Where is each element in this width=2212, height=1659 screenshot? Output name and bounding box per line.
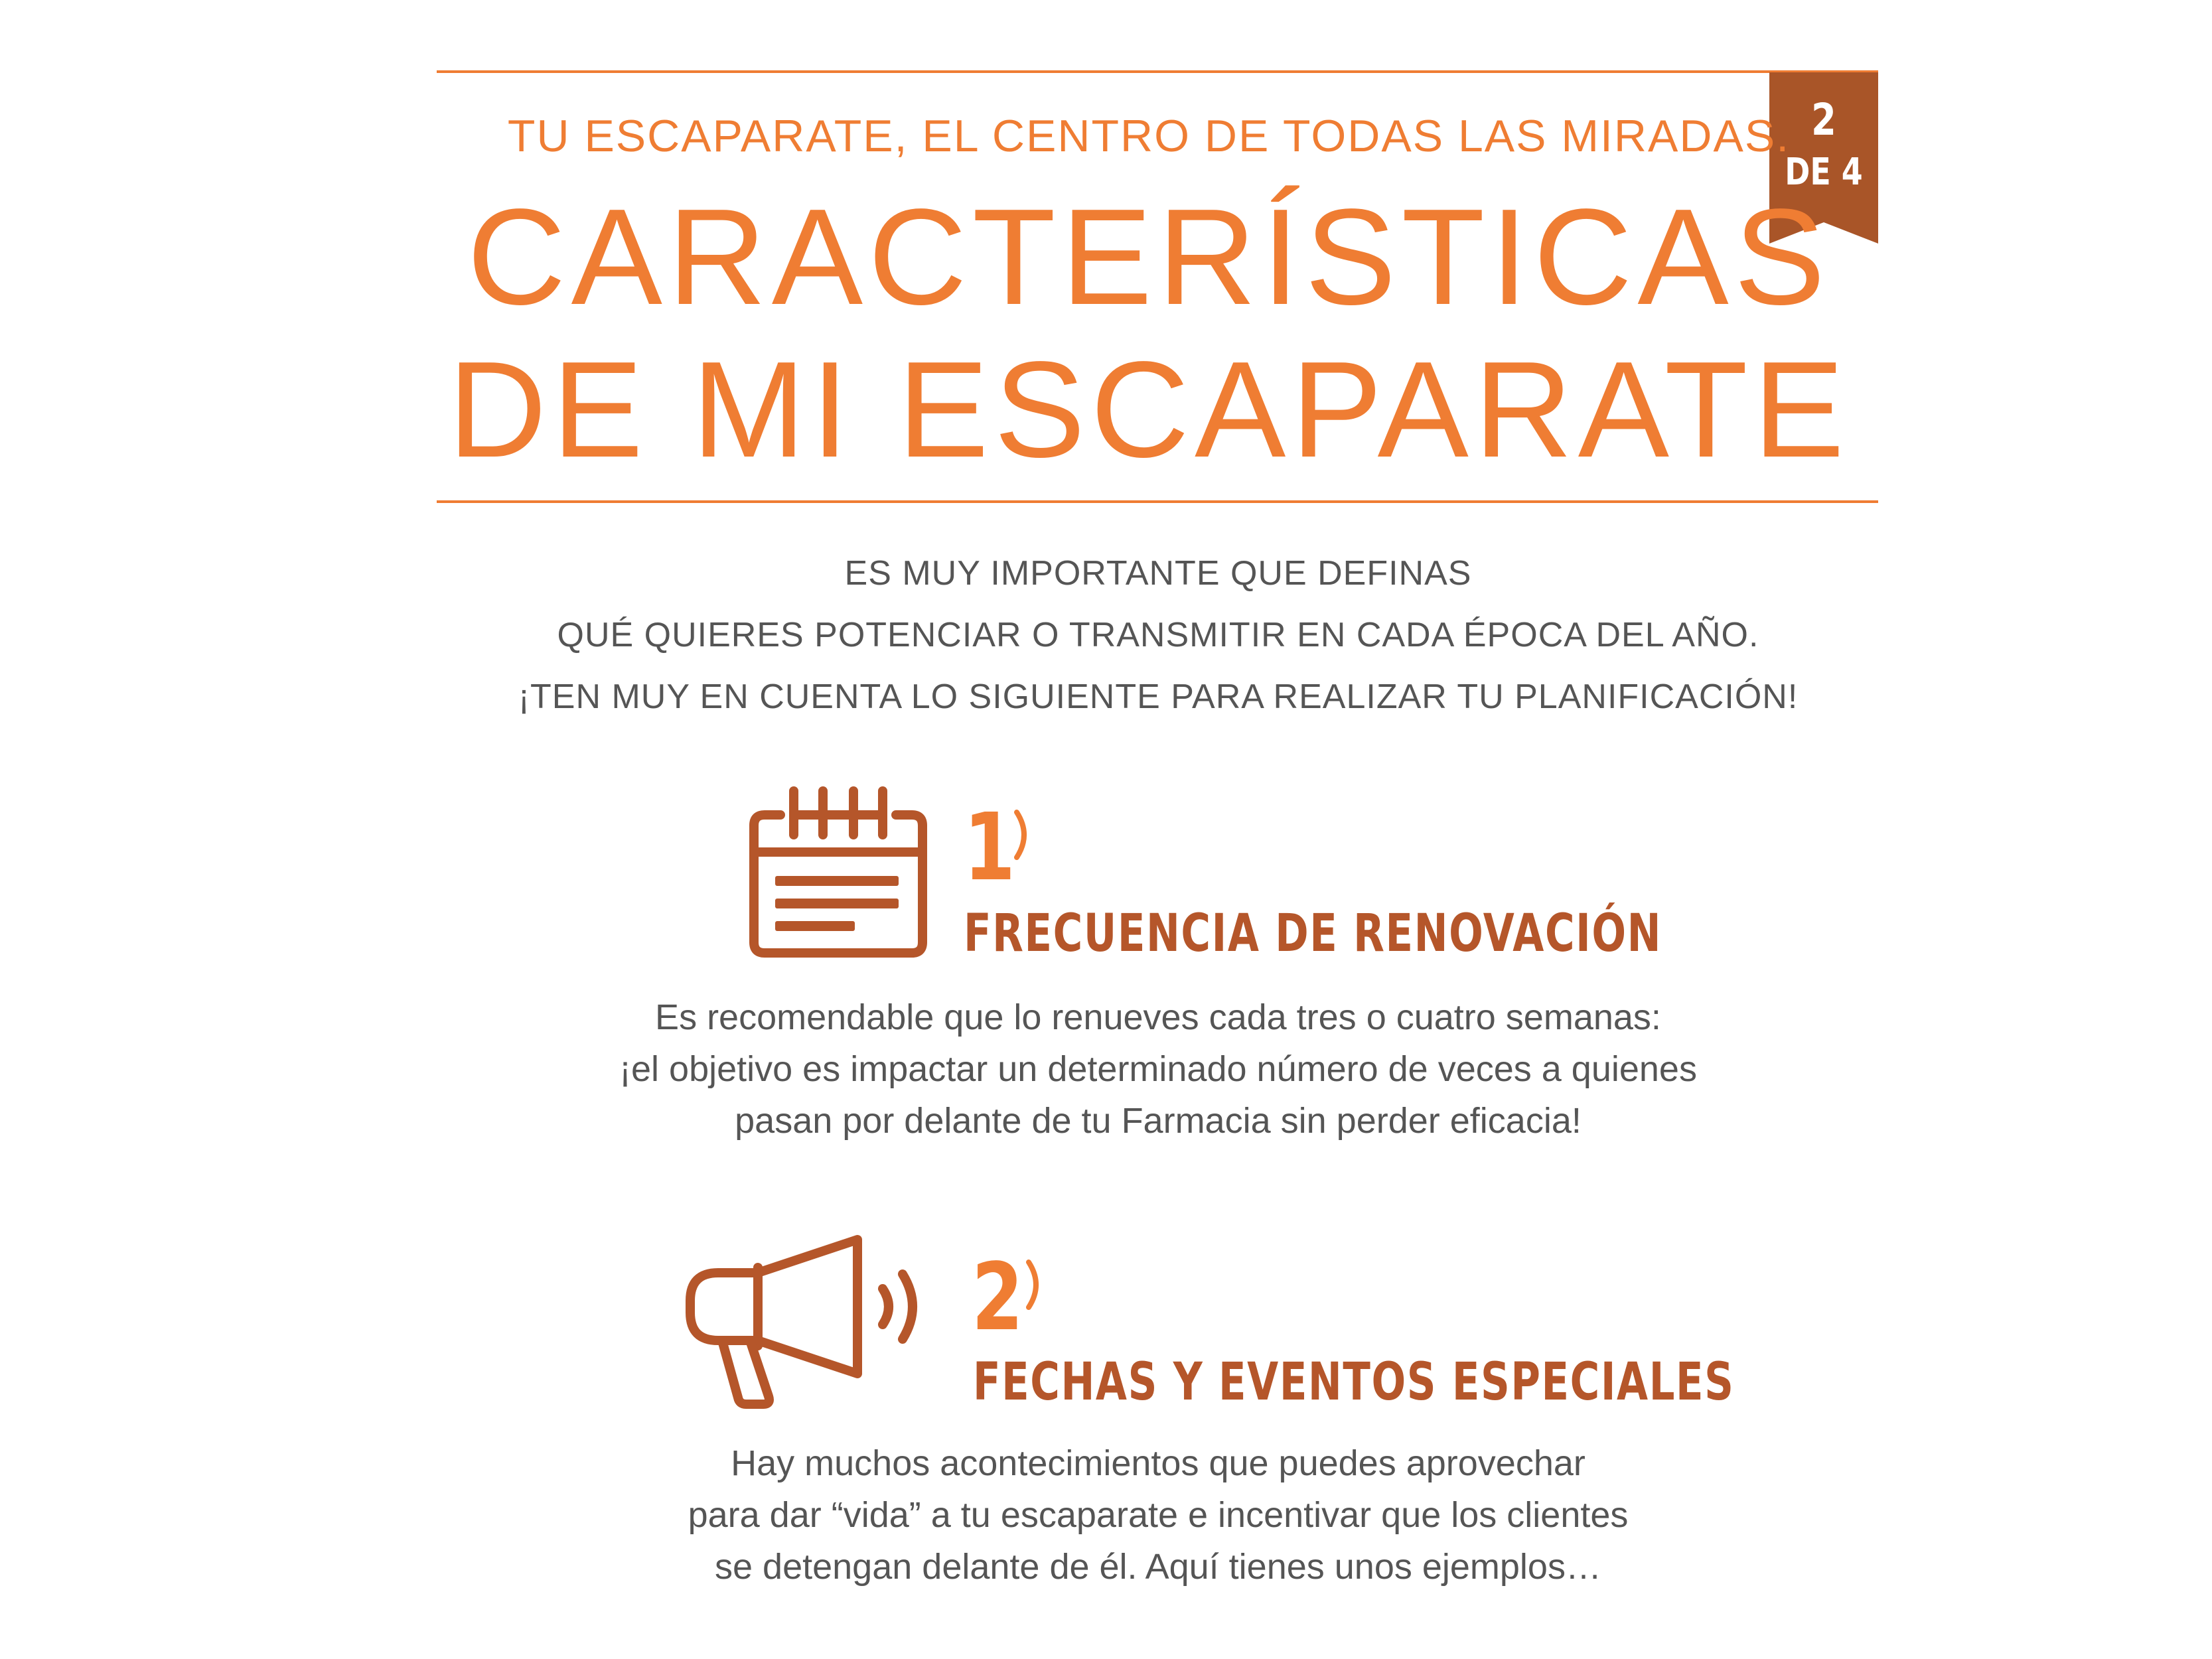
- page-total: DE 4: [1785, 151, 1863, 194]
- section-1-line-2: ¡el objetivo es impactar un determinado número de veces a quienes: [619, 1049, 1697, 1089]
- kicker-text: TU ESCAPARATE, EL CENTRO DE TODAS LAS MIRADAS.: [507, 111, 1791, 161]
- section-1-line-3: pasan por delante de tu Farmacia sin perder eficacia!: [735, 1101, 1582, 1141]
- intro-line-1: ES MUY IMPORTANTE QUE DEFINAS: [844, 554, 1472, 593]
- megaphone-icon: [684, 1233, 936, 1415]
- intro-line-3: ¡TEN MUY EN CUENTA LO SIGUIENTE PARA REALIZAR TU PLANIFICACIÓN!: [518, 678, 1799, 716]
- bottom-divider: [437, 500, 1878, 503]
- section-2-line-3: se detengan delante de él. Aquí tienes unos ejemplos…: [715, 1547, 1601, 1587]
- top-divider: [437, 70, 1878, 73]
- section-2-line-1: Hay muchos acontecimientos que puedes aprovechar: [731, 1443, 1585, 1483]
- intro-line-2: QUÉ QUIERES POTENCIAR O TRANSMITIR EN CADA ÉPOCA DEL AÑO.: [557, 616, 1759, 654]
- section-number-1: 1: [964, 794, 1015, 902]
- page-title: [437, 180, 1861, 486]
- intro-text: [398, 543, 1918, 728]
- page-number: 2: [1811, 94, 1836, 145]
- section-heading-1: FRECUENCIA DE RENOVACIÓN: [964, 904, 1662, 964]
- section-2-line-2: para dar “vida” a tu escaparate e incentivar que los clientes: [688, 1495, 1629, 1535]
- paren-icon: [1022, 1258, 1049, 1311]
- section-number-2: 2: [972, 1244, 1023, 1352]
- calendar-icon: [749, 784, 928, 962]
- paren-icon: [1010, 808, 1037, 861]
- section-body-2: [465, 1437, 1852, 1593]
- section-1-line-1: Es recomendable que lo renueves cada tres o cuatro semanas:: [655, 997, 1661, 1037]
- title-line-2: DE MI ESCAPARATE: [447, 333, 1850, 486]
- title-line-1: CARACTERÍSTICAS: [467, 180, 1831, 333]
- section-body-1: [465, 991, 1852, 1147]
- section-heading-2: FECHAS Y EVENTOS ESPECIALES: [973, 1352, 1735, 1412]
